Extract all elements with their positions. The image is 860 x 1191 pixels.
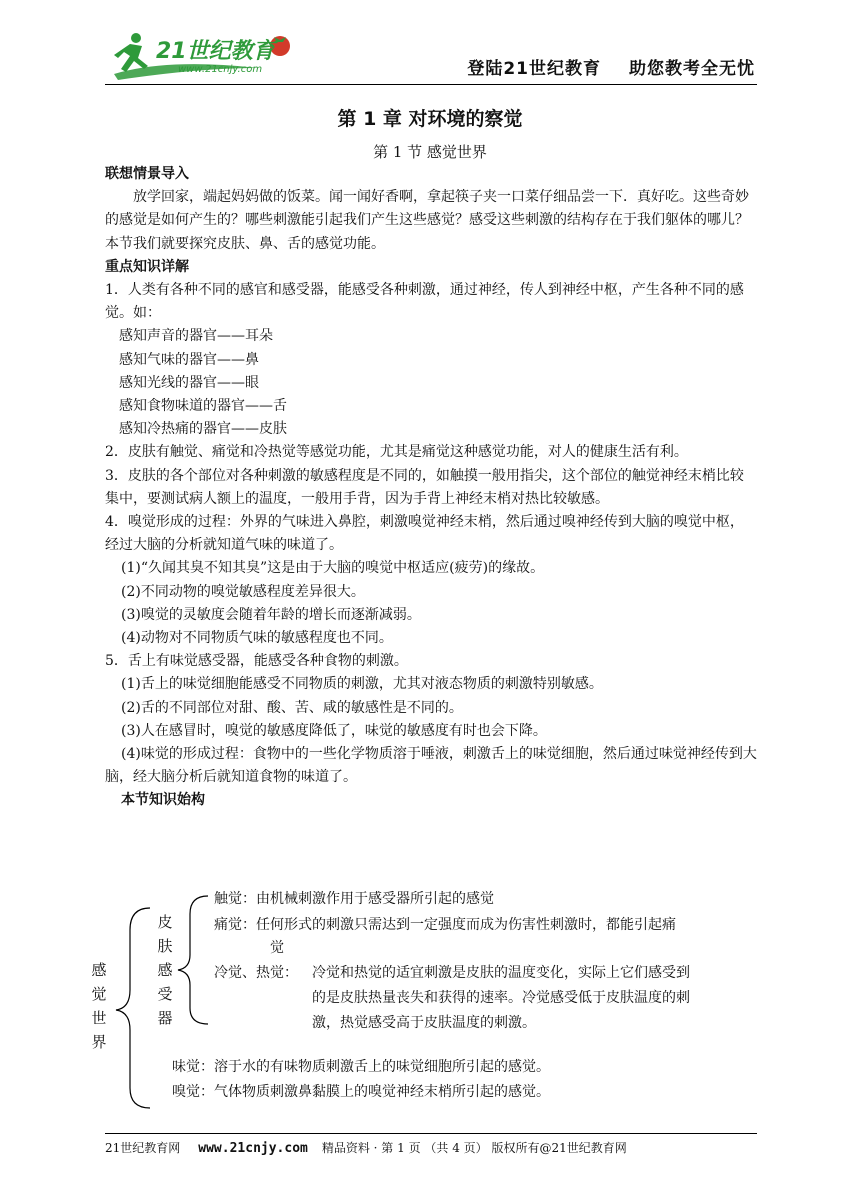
skin-char: 肤 (157, 937, 173, 955)
point-5: 5．舌上有味觉感受器，能感受各种食物的刺激。 (105, 653, 408, 670)
temperature-definition: 的是皮肤热量丧失和获得的速率。冷觉感受低于皮肤温度的刺 (312, 990, 690, 1006)
organ-item: 感知声音的器官——耳朵 (119, 328, 273, 345)
intro-heading: 联想情景导入 (105, 166, 189, 182)
temperature-definition: 冷觉和热觉的适宜刺激是皮肤的温度变化，实际上它们感受到 (312, 965, 690, 981)
point-5-item: (4)味觉的形成过程：食物中的一些化学物质溶于唾液，刺激舌上的味觉细胞，然后通过味觉神经传到大脑，经大脑分析后就知道食物的味道了。 (105, 746, 757, 786)
chapter-title: 第 1 章 对环境的察觉 (337, 108, 523, 130)
point-3: 3．皮肤的各个部位对各种刺激的敏感程度是不同的，如触摸一般用指尖，这个部位的触觉神经末梢比较集中，要测试病人额上的温度，一般用手背，因为手背上神经末梢对热比较敏感。 (105, 467, 744, 507)
taste-definition: 味觉：溶于水的有味物质刺激舌上的味觉细胞所引起的感觉。 (172, 1059, 550, 1075)
point-2: 2．皮肤有触觉、痛觉和冷热觉等感觉功能，尤其是痛觉这种感觉功能，对人的健康生活有利。 (105, 444, 688, 461)
logo-url: www.21cnjy.com (178, 64, 263, 75)
slogan-right: 助您教考全无忧 (629, 59, 755, 79)
touch-definition: 触觉：由机械刺激作用于感受器所引起的感觉 (214, 891, 494, 907)
skin-char: 器 (157, 1009, 173, 1027)
footer-site-name: 21世纪教育网 (105, 1141, 181, 1155)
skin-char: 感 (157, 961, 173, 979)
organ-item: 感知冷热痛的器官——皮肤 (119, 421, 287, 438)
temperature-label: 冷觉、热觉： (214, 965, 298, 981)
intro-paragraph: 放学回家，端起妈妈做的饭菜。闻一闻好香啊，拿起筷子夹一口菜仔细品尝一下．真好吃。这些奇妙的感觉是如何产生的？哪些刺激能引起我们产生这些感觉？感受这些刺激的结构存在于我们躯体的哪儿？本节我们就要探究皮肤、鼻、舌的感觉功能。 (105, 189, 749, 252)
point-4: 4．嗅觉形成的过程：外界的气味进入鼻腔，刺激嗅觉神经末梢，然后通过嗅神经传到大脑的嗅觉中枢，经过大脑的分析就知道气味的味道了。 (105, 514, 744, 554)
footer-page-info: 精品资料 · 第 1 页 （共 4 页） 版权所有@21世纪教育网 (321, 1141, 627, 1155)
point-5-item: (2)舌的不同部位对甜、酸、苦、咸的敏感性是不同的。 (121, 699, 463, 716)
root-char: 界 (91, 1033, 107, 1051)
temperature-definition: 激，热觉感受高于皮肤温度的刺激。 (312, 1015, 536, 1031)
point-4-item: (1)“久闻其臭不知其臭”这是由于大脑的嗅觉中枢适应(疲劳)的缘故。 (121, 560, 545, 577)
pain-definition: 痛觉：任何形式的刺激只需达到一定强度而成为伤害性刺激时，都能引起痛 (214, 917, 676, 933)
organ-item: 感知光线的器官——眼 (119, 374, 259, 391)
pain-definition-cont: 觉 (270, 940, 284, 956)
section-title: 第 1 节 感觉世界 (373, 143, 487, 161)
organ-item: 感知食物味道的器官——舌 (119, 398, 287, 415)
root-char: 感 (91, 961, 107, 979)
root-char: 觉 (91, 985, 107, 1003)
root-char: 世 (91, 1009, 107, 1027)
point-5-item: (1)舌上的味觉细胞能感受不同物质的刺激，尤其对液态物质的刺激特别敏感。 (121, 676, 603, 693)
footer-divider (105, 1133, 757, 1134)
slogan-left: 登陆21世纪教育 (467, 59, 601, 79)
point-4-item: (3)嗅觉的灵敏度会随着年龄的增长而逐渐减弱。 (121, 606, 421, 623)
point-1: 1．人类有各种不同的感官和感受器，能感受各种刺激，通过神经，传人到神经中枢，产生各种不同的感觉。如： (105, 282, 744, 322)
smell-definition: 嗅觉：气体物质刺激鼻黏膜上的嗅觉神经末梢所引起的感觉。 (172, 1084, 550, 1100)
key-heading: 重点知识详解 (105, 258, 189, 275)
skin-char: 皮 (157, 913, 173, 931)
point-5-item: (3)人在感冒时，嗅觉的敏感度降低了，味觉的敏感度有时也会下降。 (121, 722, 547, 739)
page-footer (105, 1139, 757, 1156)
skin-char: 受 (157, 985, 173, 1003)
organ-item: 感知气味的器官——鼻 (119, 351, 259, 368)
structure-heading: 本节知识始构 (121, 792, 205, 809)
logo-text: 21世纪教育 (156, 39, 275, 64)
point-4-item: (4)动物对不同物质气味的敏感程度也不同。 (121, 630, 393, 647)
point-4-item: (2)不同动物的嗅觉敏感程度差异很大。 (121, 583, 365, 600)
footer-site-url[interactable]: www.21cnjy.com (198, 1141, 308, 1156)
